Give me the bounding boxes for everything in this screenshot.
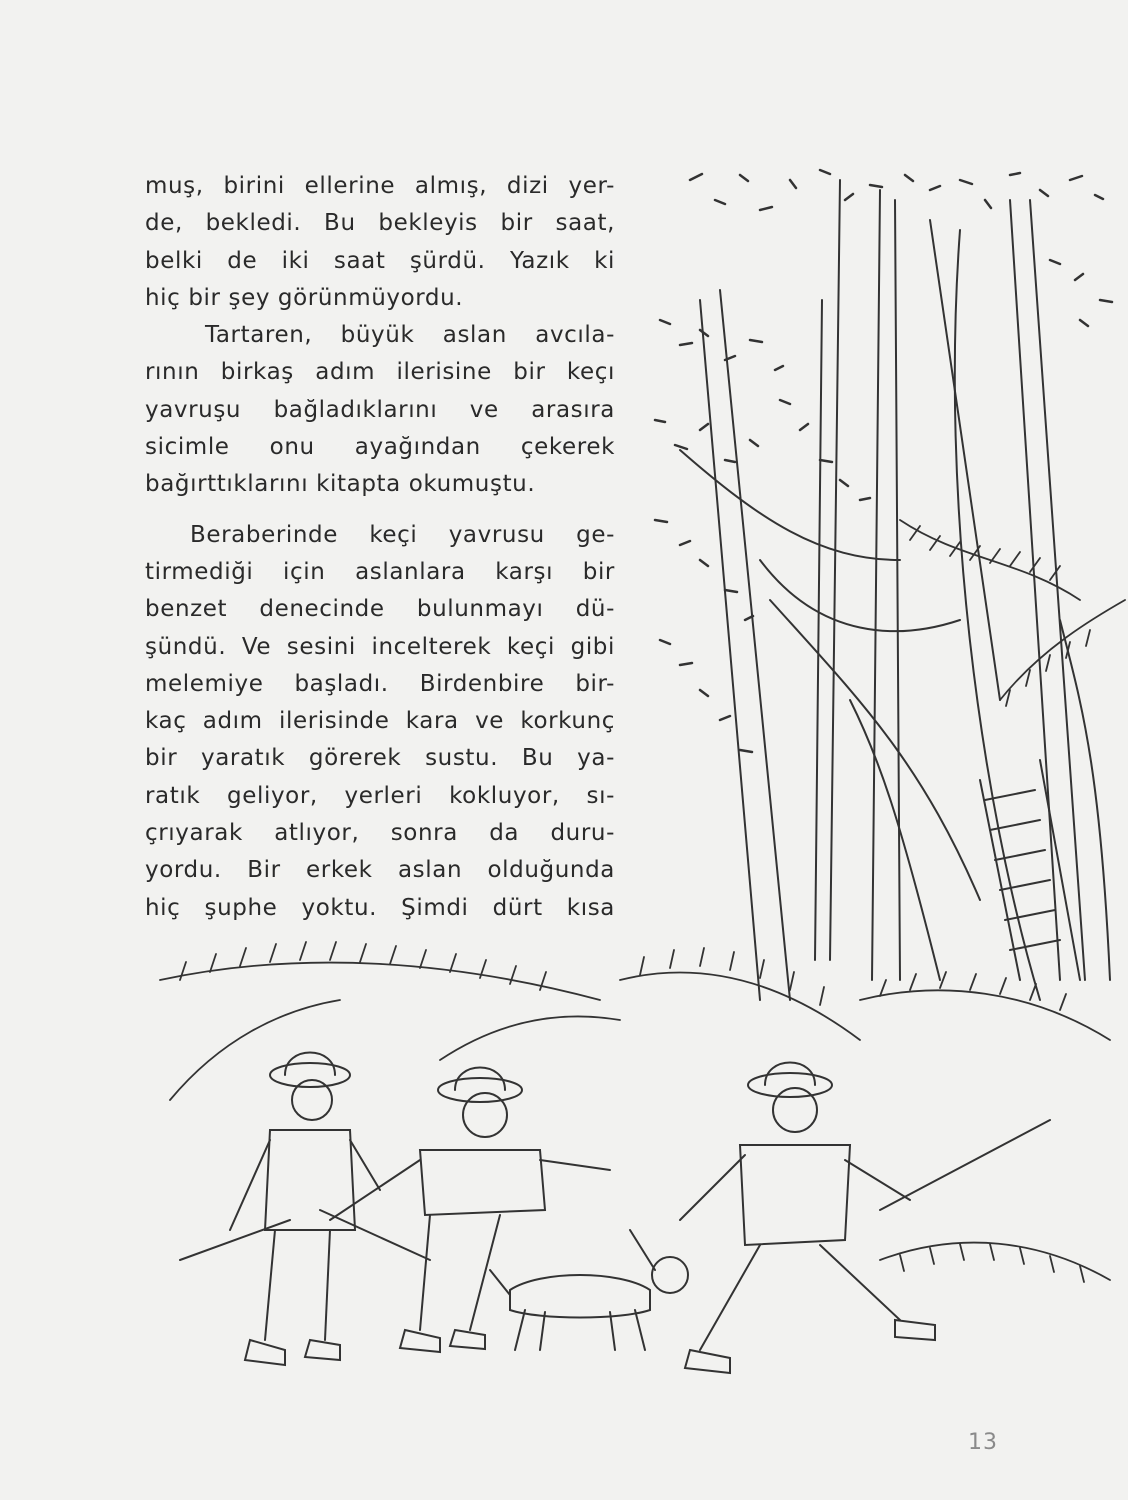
text-line: hiç şuphe yoktu. Şimdi dürt kısa	[145, 894, 615, 921]
text-line: muş, birini ellerine almış, dizi yer-	[145, 173, 615, 199]
text-line: de, bekledi. Bu bekleyis bir saat,	[145, 210, 615, 237]
paragraph-1	[145, 168, 615, 317]
text-line: belki de iki saat şürdü. Yazık ki	[145, 247, 615, 274]
story-text	[145, 168, 615, 927]
page-number: 13	[968, 1430, 998, 1455]
text-line: bir yaratık görerek sustu. Bu ya-	[145, 745, 615, 772]
hunter-left	[180, 1053, 380, 1366]
paragraph-3	[145, 517, 615, 927]
text-line: benzet denecinde bulunmayı dü-	[145, 596, 615, 623]
text-line: tirmediği için aslanlara karşı bir	[145, 558, 615, 585]
text-line: Tartaren, büyük aslan avcıla-	[205, 322, 615, 349]
text-line: sicimle onu ayağından çekerek	[145, 434, 615, 461]
text-line: bağırttıklarını kitapta okumuştu.	[145, 471, 536, 498]
dog	[490, 1230, 688, 1350]
canopy-foliage	[655, 170, 1112, 752]
text-line: yordu. Bir erkek aslan olduğunda	[145, 857, 615, 884]
text-line: rının birkaş adım ilerisine bir keçı	[145, 359, 615, 386]
text-line: şündü. Ve sesini incelterek keçi gibi	[145, 633, 615, 660]
palm-trunk	[980, 760, 1080, 980]
text-line: melemiye başladı. Birdenbire bir-	[145, 670, 615, 697]
tree-trunks	[680, 180, 1110, 1000]
text-line: Beraberinde keçi yavrusu ge-	[190, 521, 615, 548]
text-line: çrıyarak atlıyor, sonra da duru-	[145, 820, 615, 847]
text-line: ratık geliyor, yerleri kokluyor, sı-	[145, 782, 615, 809]
hunter-middle	[320, 1068, 610, 1353]
paragraph-2	[145, 317, 615, 503]
text-line: hiç bir şey görünmüyordu.	[145, 284, 464, 311]
hunter-right	[680, 1063, 1050, 1374]
text-line: kaç adım ilerisinde kara ve korkunç	[145, 708, 615, 735]
text-line: yavruşu bağladıklarını ve arasıra	[145, 396, 615, 423]
